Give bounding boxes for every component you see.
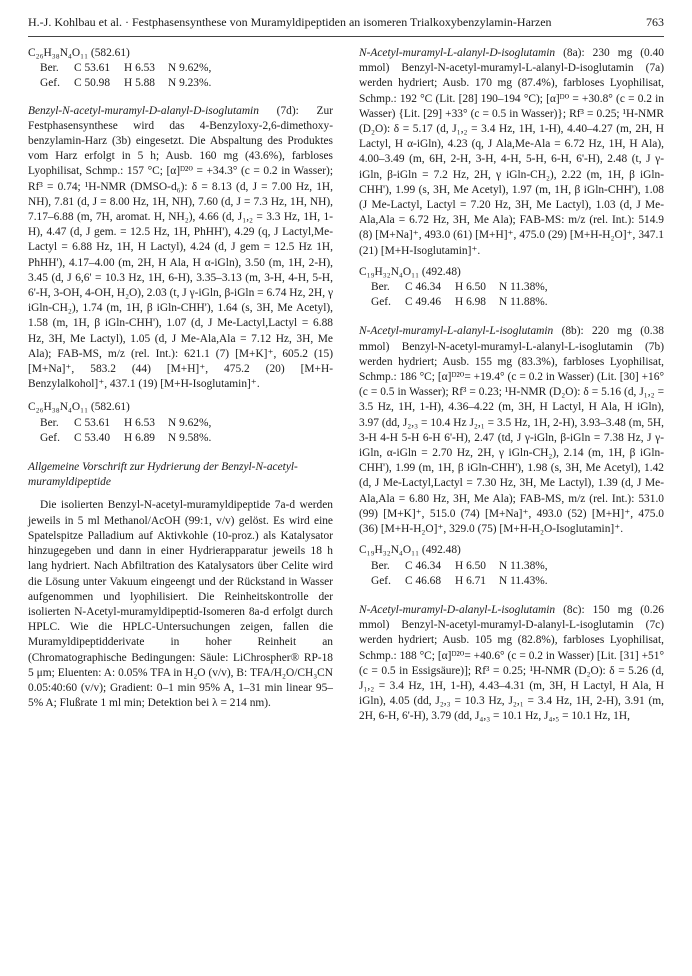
analysis-calculated-3: Ber. C 46.34 H 6.50 N 11.38%, [371,281,548,294]
analysis-calculated-2: Ber. C 53.61 H 6.53 N 9.62%, [40,416,212,429]
header-rule [28,36,664,37]
running-header [28,12,664,32]
compound-8a-title: N-Acetyl-muramyl-L-alanyl-D-isoglutamin [359,47,556,59]
paragraph-compound-8c [359,603,664,725]
right-column [359,46,664,725]
running-title: H.-J. Kohlbau et al. · Festphasensynthese von Muramyldipeptiden an isomeren Trialkoxybenzylamin-Harzen [28,15,552,29]
general-procedure-text: Die isolierten Benzyl-N-acetyl-muramyldipeptide 7a-d werden jeweils in 5 ml Methanol/AcOH (99:1, v/v) gelöst. Es wird eine Spatelspitze Palladium auf Aktivkohle (10-proz.) als Katalysator hinzugegeben und dann in einer Hydrierapparatur jeweils 18 h lang hydriert. Nach Abfiltration des Katalysators über Celite wird die Lösung unter Vakuum eingeengt und der Rückstand in Wasser aufgenommen und lyophilisiert. Die Reinheitskontrolle der isolierten N-Acetyl-muramyldipeptid-Isomeren 8a-d erfolgt durch HPLC. Wie die HPLC-Untersuchungen zeigen, fallen die Muramyldipeptidderivate in hoher Reinheit an (Chromatographische Bedingungen: Säule: LiChrospher® RP-18 5 μm; Eluenten: A: 0.05% TFA in H₂O (v/v), B: TFA/H₂O/CH₃CN 0.05:40:60 (v/v); Gradient: 0–1 min 95% A, 1–31 min linear 95–5% A; Flußrate 1 ml min; Detektion bei λ = 214 nm). [28,499,333,710]
page-number: 763 [646,15,664,29]
formula-3: C₁₉H₃₂N₄O₁₁ (492.48) [359,265,461,278]
analysis-calculated-4: Ber. C 46.34 H 6.50 N 11.38%, [371,559,548,572]
analysis-found-1: Gef. C 50.98 H 5.88 N 9.23%. [40,77,212,90]
compound-8b-title: N-Acetyl-muramyl-L-alanyl-L-isoglutamin [359,325,554,338]
compound-8b-text: (8b): 220 mg (0.38 mmol) Benzyl-N-acetyl-muramyl-L-alanyl-L-isoglutamin (7b) werden hydriert; Ausb. 155 mg (83.3%), farbloses Lyophilisat, Schmp.: 186 °C; [α]ᴰ²⁰= +19.4° (c = 0.2 in Wasser) (Lit. [30] +16° (c = 0.5 in Wasser); Rf³ = 0.23; ¹H-NMR (D₂O): δ = 5.16 (d, J₁,₂ = 3.5 Hz, 1H, 1-H), 4.36–4.22 (m, 3H, H Lactyl, H Ala, H iGln), 3.97 (dd, J₂,₃ = 10.4 Hz J₂,₁ = 3.5 Hz, 1H, 2-H), 3.93–3.48 (m, 5H, 3-H 4-H 5-H 6-H 6'-H), 2.47 (td, J γ-iGln, β-iGln = 7.38 Hz, J γ-iGln, α-iGln = 2.70 Hz, 2H, γ iGln-CH₂), 2.14 (m, 1H, β iGln-CHH'), 1.99 (m, 1H, β iGln-CHH'), 1.98 (s, 3H, Me Acetyl), 1.42 (d, J Me-Lactyl,Lactyl = 7.30 Hz, 3H, Me Lactyl), 1.39 (d, J Me-Ala,Ala = 6.80 Hz, 3H, Me Ala); FAB-MS, m/z (rel. Int.): 531.0 (99) [M+K]⁺, 515.0 (74) [M+Na]⁺, 493.0 (52) [M+H]⁺, 475.0 (36) [M+H-H₂O]⁺, 329.0 (75) [M+H-H₂O-Isoglutamin]⁺. [359,325,664,536]
formula-1: C₂₆H₃₈N₄O₁₁ (582.61) [28,47,130,59]
analysis-found-2: Gef. C 53.40 H 6.89 N 9.58%. [40,431,212,444]
compound-8c-text: (8c): 150 mg (0.26 mmol) Benzyl-N-acetyl-muramyl-D-alanyl-L-isoglutamin (7c) werden hydriert; Ausb. 105 mg (82.8%), farbloses Lyophilisat, Schmp.: 188 °C; [α]ᴰ²⁰= +40.6° (c = 0.2 in Wasser) [Lit. [31] +51° (c = 0.5 in Essigsäure)]; Rf³ = 0.25; ¹H-NMR (D₂O): δ = 5.26 (d, J₁,₂ = 3.4 Hz, 1H, 1-H), 4.43–4.31 (m, 3H, H Lactyl, H Ala, H iGln), 4.05 (dd, J₂,₃ = 10.3 Hz, J₂,₁ = 3.4 Hz, 1H, 2-H), 3.91 (m, 2H, 6-H, 6'-H), 3.79 (dd, J₄,₃ = 10.1 Hz, J₄,₅ = 10.1 Hz, 1H, [359,603,664,723]
formula-4: C₁₉H₃₂N₄O₁₁ (492.48) [359,544,461,557]
formula-2: C₂₆H₃₈N₄O₁₁ (582.61) [28,401,130,414]
compound-7d-text: (7d): Zur Festphasensynthese wird das 4-Benzyloxy-2,6-dimethoxy-benzylamin-Harz (3b) eingesetzt. Die Abspaltung des Produktes vom Harz erfolgt in 5 h; Ausb. 160 mg (43.6%), farbloses Lyophilisat, Schmp.: 157 °C; [α]ᴰ²⁰ = +34.3° (c = 0.2 in Wasser); Rf³ = 0.74; ¹H-NMR (DMSO-d₆): δ = 8.13 (d, J = 7.00 Hz, 1H, NH), 7.81 (d, J = 8.00 Hz, 1H, NH), 7.60 (d, J = 7.3 Hz, 1H, NH), 7.17–6.88 (m, 7H, aromat. H, NH₂), 4.66 (d, J₁,₂ = 3.3 Hz, 1H, 1-H), 4.47 (d, J gem. = 12.5 Hz, 1H, PhHH'), 4.29 (q, J Lactyl,Me-Lactyl = 6.88 Hz, 1H, H Lactyl), 4.24 (d, J gem = 12.5 Hz 1H, PhHH'), 4.17–4.00 (m, 2H, H Ala, H α-iGln), 3.50 (m, 1H, 2-H), 3.45 (d, J 6,6' = 10.3 Hz, 1H, 6-H), 3.35–3.13 (m, 3-H, 4-H, 5-H, 6'-H, 3-OH, 4-OH, H₂O), 2.03 (t, J γ-iGln, β-iGln = 6.74 Hz, 2H, γ iGln-CH₂), 1.74 (m, 1H, β iGln-CHH'), 1.64 (s, 3H, Me Acetyl), 1.58 (m, 1H, β iGln-CHH'), 1.07 (d, J Me-Lactyl,Lactyl = 6.88 Hz, 3H, Me Lactyl), 1.05 (d, J Me-Ala,Ala = 7.12 Hz, 3H, Me Ala); FAB-MS, m/z (rel. Int.): 621.1 (7) [M+K]⁺, 605.2 (15) [M+Na]⁺, 583.2 (44) [M+H]⁺, 475.2 (20) [M+H-Benzylalkohol]⁺, 437.1 (19) [M+H-Isoglutamin]⁺. [28,104,333,391]
paragraph-compound-7d [28,104,333,393]
compound-8a-text: (8a): 230 mg (0.40 mmol) Benzyl-N-acetyl-muramyl-L-alanyl-D-isoglutamin (7a) werden hydriert; Ausb. 170 mg (87.4%), farbloses Lyophilisat, Schmp.: 192 °C (Lit. [28] 190–194 °C); [α]ᴰ⁰ = +30.8° (c = 0.2 in Wasser) {Lit. [29] +33° (c = 0.5 in Wasser)}; Rf³ = 0.25; ¹H-NMR (D₂O): δ = 5.17 (d, J₁,₂ = 3.4 Hz, 1H, 1-H), 4.40–4.27 (m, 2H, H Lactyl, H α-iGln), 4.23 (q, J Ala,Me-Ala = 6.72 Hz, 1H, H Ala), 4.00–3.49 (m, 6H, 2-H, 3-H, 4-H, 5-H, 6-H, 6'-H), 2.48 (t, J γ-iGln, β-iGln = 7.2 Hz, 2H, γ iGln-CH₂), 2.22 (m, 1H, β iGln-CHH'), 1.99 (s, 3H, Me Acetyl), 1.97 (m, 1H, β iGln-CHH'), 1.08 (J Me-Lactyl, Lactyl = 7.20 Hz, 3H, Me Lactyl), 1.03 (d, J Me-Ala,Ala = 6.72 Hz, 3H, Me Ala); FAB-MS: m/z (rel. Int.): 514.9 (8) [M+Na]⁺, 493.0 (61) [M+H]⁺, 475.0 (29) [M+H-H₂O]⁺, 347.1 (21) [M+H-Isoglutamin]⁺. [359,47,664,257]
compound-8c-title: N-Acetyl-muramyl-D-alanyl-L-isoglutamin [359,603,556,616]
paragraph-compound-8a [359,46,664,259]
analysis-found-3: Gef. C 49.46 H 6.98 N 11.88%. [371,296,548,309]
compound-7d-title: Benzyl-N-acetyl-muramyl-D-alanyl-D-isoglutamin [28,104,259,117]
analysis-calculated-1: Ber. C 53.61 H 6.53 N 9.62%, [40,62,212,75]
analysis-found-4: Gef. C 46.68 H 6.71 N 11.43%. [371,574,548,587]
general-procedure-heading: Allgemeine Vorschrift zur Hydrierung der Benzyl-N-acetyl-muramyldipeptide [28,461,298,489]
left-column [28,46,333,711]
paragraph-compound-8b [359,324,664,537]
